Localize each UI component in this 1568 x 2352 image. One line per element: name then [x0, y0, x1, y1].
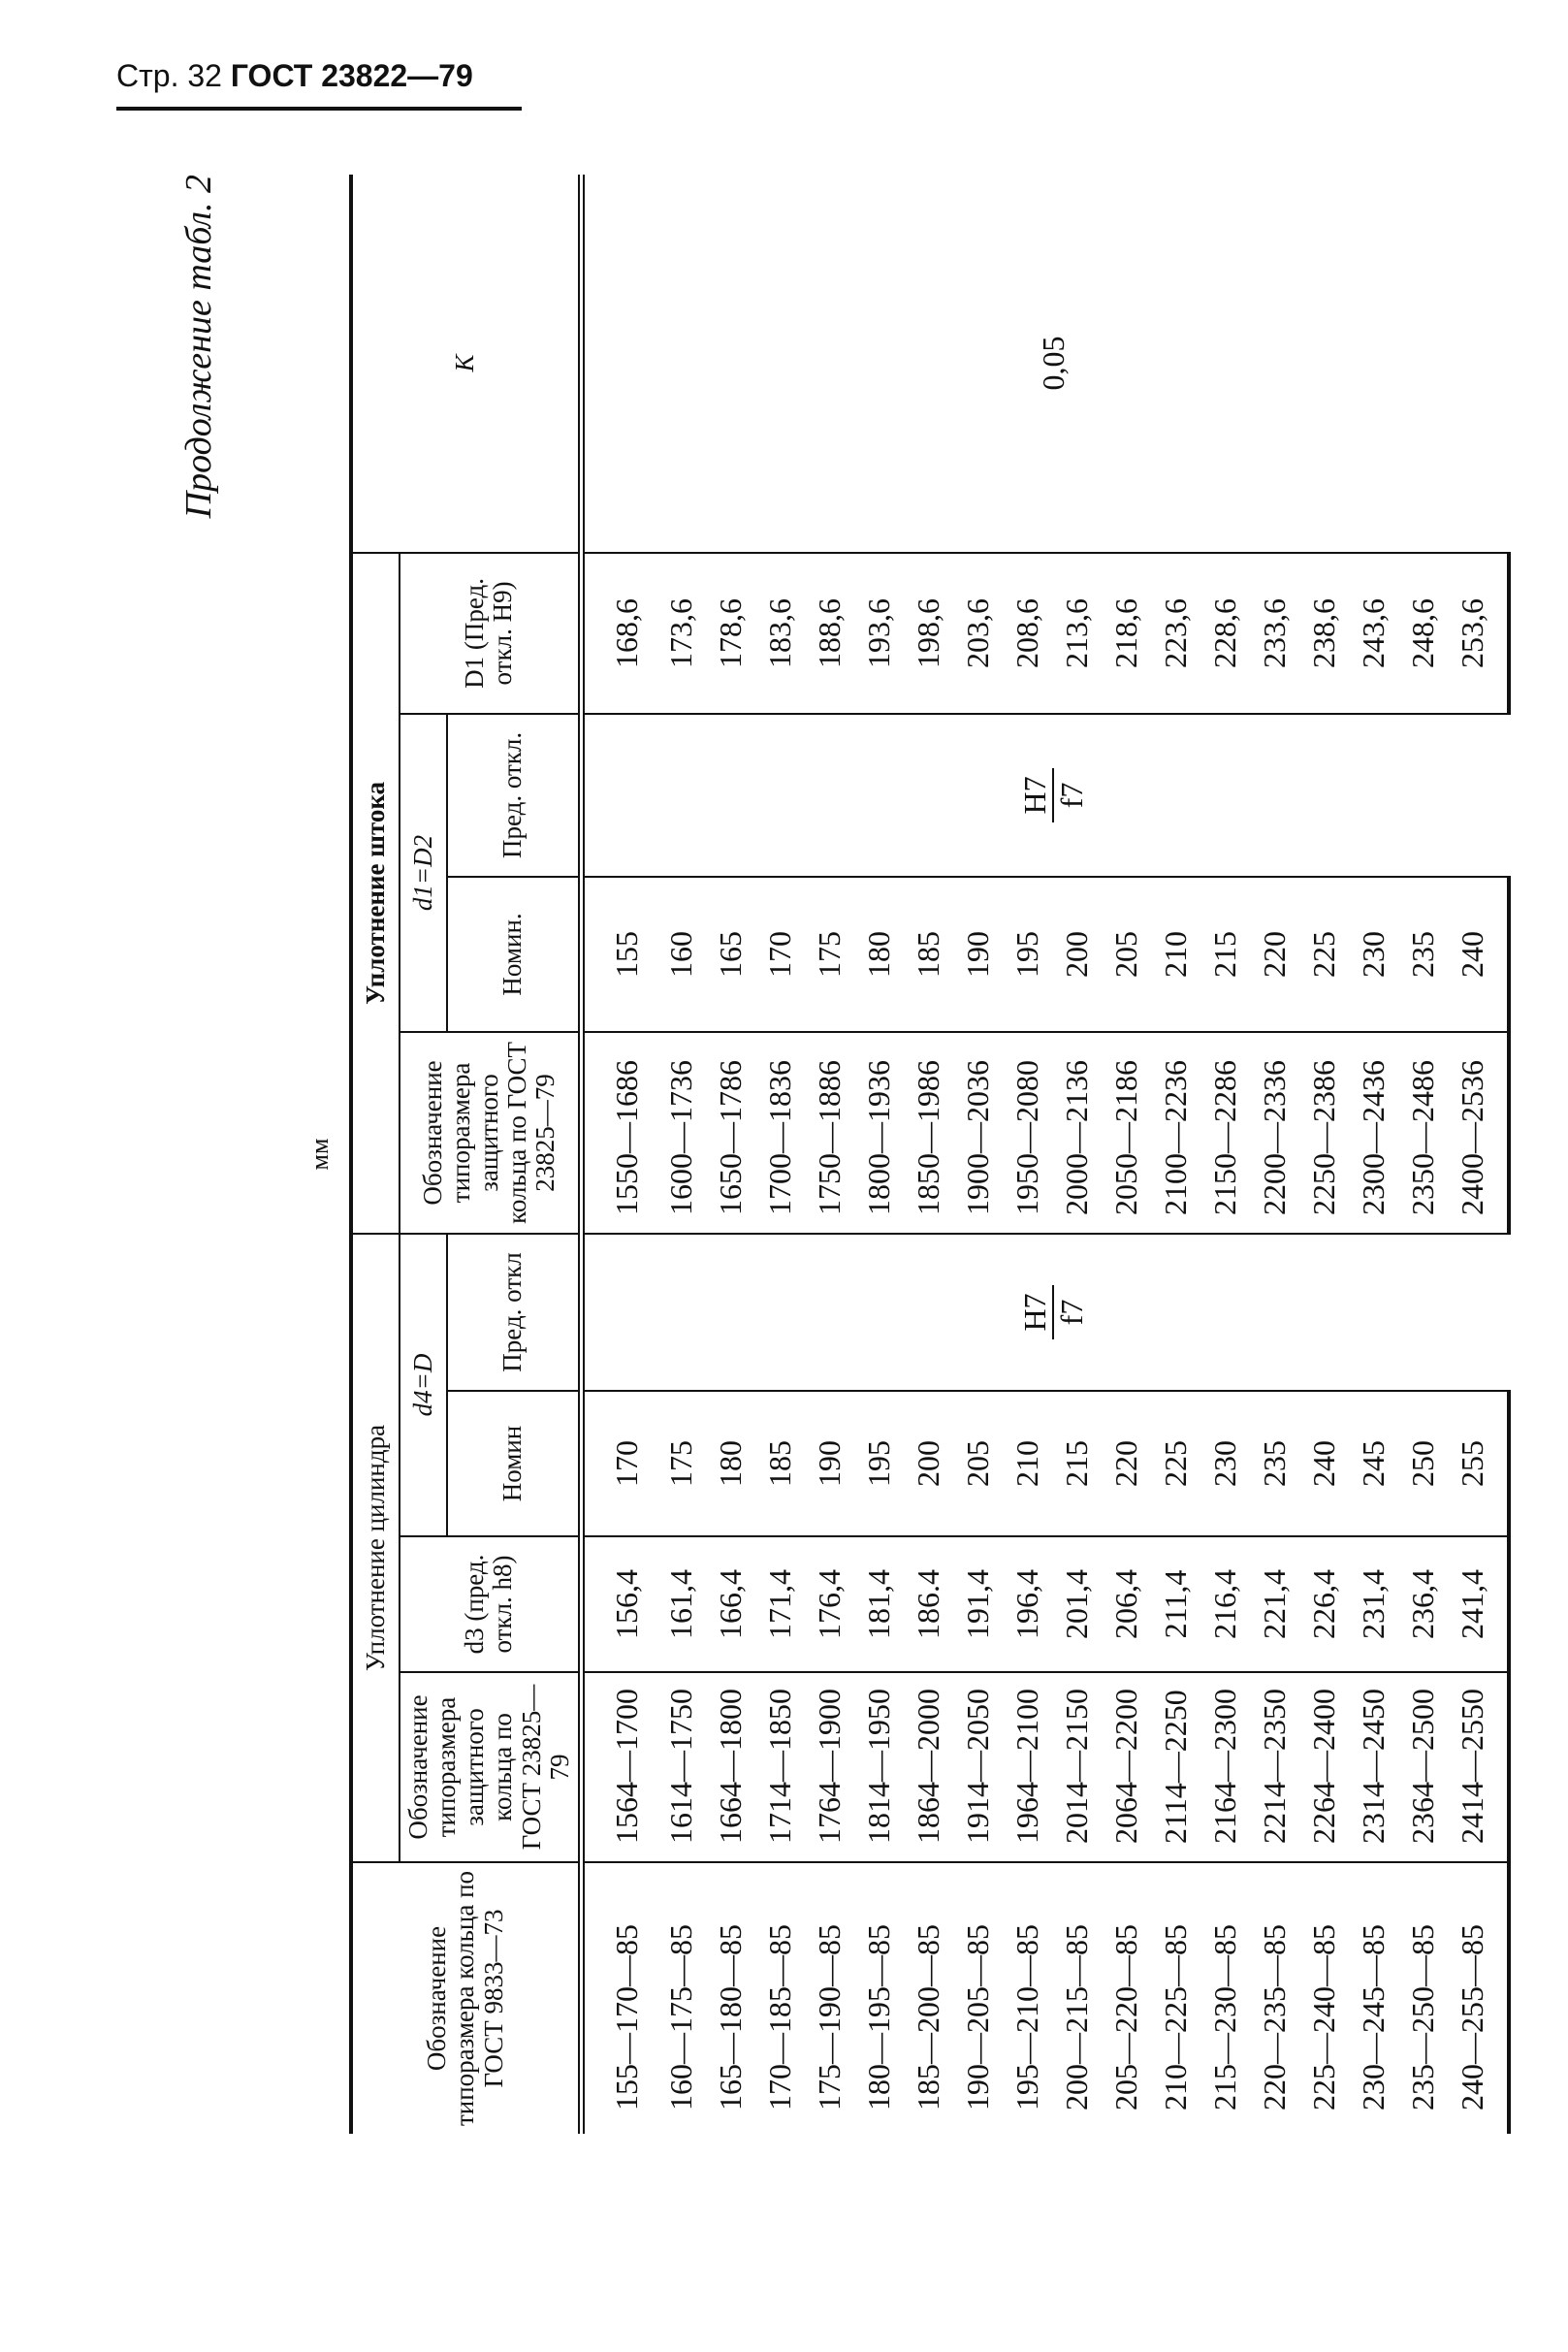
table-row: 235—250—85 2364—2500 236,4 250 2350—2486 235 248,6: [1398, 175, 1448, 2134]
rotated-table-block: [165, 175, 1489, 2134]
cyl-protective-ring-header: Обозначение типоразмера защитного кольца по ГОСТ 23825—79: [400, 1672, 581, 1862]
cylinder-seal-header: Уплотнение цилиндра: [351, 1234, 400, 1862]
table-row: 200—215—85 2014—2150 201,4 215 2000—2136 200 213,6: [1052, 175, 1102, 2134]
table-row: 225—240—85 2264—2400 226,4 240 2250—2386 225 238,6: [1299, 175, 1349, 2134]
table-row: 240—255—85 2414—2550 241,4 255 2400—2536 240 253,6: [1448, 175, 1509, 2134]
rod-seal-header: Уплотнение штока: [351, 553, 400, 1234]
table-row: 215—230—85 2164—2300 216,4 230 2150—2286 215 228,6: [1200, 175, 1250, 2134]
cyl-tolerance-header: Пред. откл: [447, 1234, 582, 1391]
page-number: Стр. 32: [116, 58, 222, 93]
cyl-fit-cell: [581, 1234, 1509, 1391]
cyl-nominal-header: Номин: [447, 1391, 582, 1536]
dimensions-table: [349, 175, 1511, 2134]
d1-header: d1=D2: [400, 714, 447, 1032]
table-row: 190—205—85 1914—2050 191,4 205 1900—2036 190 203,6: [953, 175, 1003, 2134]
ring-header: Обозначение типоразмера кольца по ГОСТ 9833—73: [351, 1862, 581, 2134]
table-row: 195—210—85 1964—2100 196,4 210 1950—2080 195 208,6: [1003, 175, 1052, 2134]
table-row: 205—220—85 2064—2200 206,4 220 2050—2186 205 218,6: [1102, 175, 1151, 2134]
page-header: [116, 56, 522, 95]
table-row: 220—235—85 2214—2350 221,4 235 2200—2336 220 233,6: [1250, 175, 1299, 2134]
k-value-cell: 0,05: [581, 175, 1509, 553]
d3-header: d3 (пред. откл. h8): [400, 1536, 581, 1672]
table-row: 180—195—85 1814—1950 181,4 195 1800—1936 180 193,6: [854, 175, 904, 2134]
table-row: 165—180—85 1664—1800 166,4 180 1650—1786 165 178,6: [706, 175, 755, 2134]
rod-fit-cell: [581, 714, 1509, 877]
continuation-caption: Продолжение табл. 2: [178, 175, 219, 519]
standard-number: ГОСТ 23822—79: [230, 58, 473, 93]
d4-header: d4=D: [400, 1234, 447, 1536]
table-row: 170—185—85 1714—1850 171,4 185 1700—1836 170 183,6: [755, 175, 805, 2134]
header-rule: [116, 107, 522, 111]
rod-protective-ring-header: Обозначение типоразмера защитного кольца по ГОСТ 23825—79: [400, 1032, 581, 1234]
table-row: 210—225—85 2114—2250 211,4 225 2100—2236 210 223,6: [1151, 175, 1200, 2134]
table-row: 230—245—85 2314—2450 231,4 245 2300—2436 230 243,6: [1349, 175, 1398, 2134]
table-row: 185—200—85 1864—2000 186.4 200 1850—1986 185 198,6: [904, 175, 953, 2134]
table-row: 175—190—85 1764—1900 176,4 190 1750—1886 175 188,6: [805, 175, 854, 2134]
k-header: K: [351, 175, 581, 553]
cyl-fit-fraction: H7 f7: [1017, 1285, 1091, 1339]
units-label: мм: [305, 1138, 334, 1171]
rod-tolerance-header: Пред. откл.: [447, 714, 582, 877]
rod-nominal-header: Номин.: [447, 877, 582, 1032]
rod-fit-fraction: H7 f7: [1017, 768, 1091, 822]
table-row: 155—170—85 1564—1700 156,4 170 H7 f7 1550—1686 155 H7 f7 168,6 0,05: [581, 175, 656, 2134]
table-row: 160—175—85 1614—1750 161,4 175 1600—1736 160 173,6: [656, 175, 706, 2134]
D1-header: D1 (Пред. откл. H9): [400, 553, 581, 714]
